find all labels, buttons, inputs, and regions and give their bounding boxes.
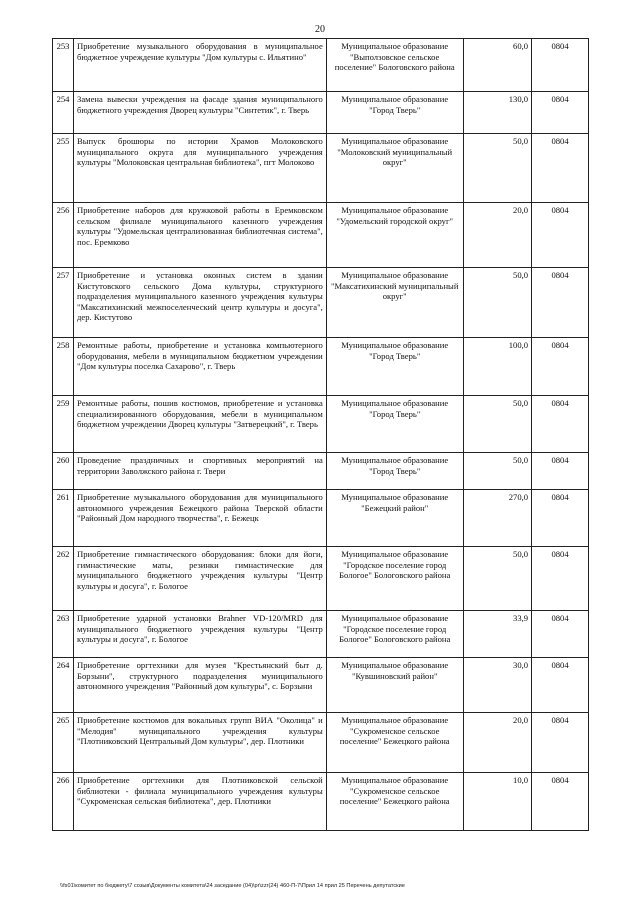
row-description: Приобретение оргтехники для Плотниковской сельской библиотеки - филиала муниципального учреждения культуры "Сукроменская сельская библиотека", дер. Плотники [74, 773, 327, 831]
row-municipality: Муниципальное образование "Удомельский городской округ" [326, 203, 463, 268]
row-amount: 100,0 [463, 338, 531, 396]
table-row [53, 547, 589, 611]
page-number: 20 [315, 24, 325, 35]
row-amount: 50,0 [463, 396, 531, 453]
table-row [53, 338, 589, 396]
row-description: Приобретение ударной установки Brahner VD-120/MRD для муниципального бюджетного учреждения культуры "Центр культуры и досуга", г. Бологое [74, 611, 327, 658]
row-municipality: Муниципальное образование "Город Тверь" [326, 453, 463, 490]
table-row [53, 134, 589, 203]
row-number: 262 [53, 547, 74, 611]
row-code: 0804 [532, 338, 589, 396]
row-code: 0804 [532, 134, 589, 203]
row-municipality: Муниципальное образование "Выползовское сельское поселение" Бологовского района [326, 39, 463, 92]
row-code: 0804 [532, 396, 589, 453]
row-amount: 270,0 [463, 490, 531, 547]
row-amount: 20,0 [463, 713, 531, 773]
table-row [53, 92, 589, 134]
table-row [53, 611, 589, 658]
file-path-footer: \\fs01\комитет по бюджету\7 созыв\Документы комитета\24 заседание (04)\pr\zzr(24) 460-П-7\Прил 14 прил 25 Перечень депутатские [60, 883, 405, 889]
row-municipality: Муниципальное образование "Молоковский муниципальный округ" [326, 134, 463, 203]
table-row [53, 773, 589, 831]
row-municipality: Муниципальное образование "Кувшиновский район" [326, 658, 463, 713]
row-number: 264 [53, 658, 74, 713]
table-row [53, 268, 589, 338]
row-amount: 33,9 [463, 611, 531, 658]
table-row [53, 490, 589, 547]
table-row [53, 713, 589, 773]
row-amount: 50,0 [463, 134, 531, 203]
row-code: 0804 [532, 203, 589, 268]
row-number: 265 [53, 713, 74, 773]
row-code: 0804 [532, 713, 589, 773]
row-number: 258 [53, 338, 74, 396]
row-municipality: Муниципальное образование "Город Тверь" [326, 338, 463, 396]
row-municipality: Муниципальное образование "Сукроменское сельское поселение" Бежецкого района [326, 713, 463, 773]
row-municipality: Муниципальное образование "Город Тверь" [326, 396, 463, 453]
row-number: 255 [53, 134, 74, 203]
row-number: 253 [53, 39, 74, 92]
row-description: Ремонтные работы, пошив костюмов, приобретение и установка специализированного оборудования, мебели в муниципальном бюджетном учреждении Дворец культуры "Затверецкий", г. Тверь [74, 396, 327, 453]
row-amount: 30,0 [463, 658, 531, 713]
row-code: 0804 [532, 92, 589, 134]
row-municipality: Муниципальное образование "Городское поселение город Бологое" Бологовского района [326, 547, 463, 611]
row-code: 0804 [532, 39, 589, 92]
row-description: Приобретение костюмов для вокальных групп ВИА "Околица" и "Мелодия" муниципального учреждения культуры "Плотниковский Центральный Дом культуры", дер. Плотники [74, 713, 327, 773]
row-description: Приобретение гимнастического оборудования: блоки для йоги, гимнастические маты, резинки гимнастические для муниципального бюджетного учреждения культуры "Центр культуры и досуга", г. Бологое [74, 547, 327, 611]
row-amount: 10,0 [463, 773, 531, 831]
row-description: Приобретение оргтехники для музея "Крестьянский быт д. Борзыни", структурного подразделения муниципального автономного учреждения "Районный дом культуры", с. Борзыни [74, 658, 327, 713]
table-row [53, 658, 589, 713]
row-amount: 50,0 [463, 453, 531, 490]
row-municipality: Муниципальное образование "Город Тверь" [326, 92, 463, 134]
row-amount: 50,0 [463, 547, 531, 611]
row-description: Приобретение музыкального оборудования для муниципального автономного учреждения Бежецкого района Тверской области "Районный Дом народного творчества", г. Бежецк [74, 490, 327, 547]
allocation-table [52, 38, 589, 831]
row-description: Приобретение музыкального оборудования в муниципальное бюджетное учреждение культуры "Дом культуры с. Ильятино" [74, 39, 327, 92]
row-municipality: Муниципальное образование "Бежецкий район" [326, 490, 463, 547]
row-number: 263 [53, 611, 74, 658]
row-amount: 60,0 [463, 39, 531, 92]
row-description: Ремонтные работы, приобретение и установка компьютерного оборудования, мебели в муниципальном бюджетном учреждении "Дом культуры поселка Сахарово", г. Тверь [74, 338, 327, 396]
row-number: 257 [53, 268, 74, 338]
row-description: Приобретение наборов для кружковой работы в Еремковском сельском филиале муниципального казенного учреждения культуры "Удомельская централизованная библиотечная система", пос. Еремково [74, 203, 327, 268]
row-municipality: Муниципальное образование "Городское поселение город Бологое" Бологовского района [326, 611, 463, 658]
row-code: 0804 [532, 658, 589, 713]
row-number: 266 [53, 773, 74, 831]
row-amount: 130,0 [463, 92, 531, 134]
row-number: 254 [53, 92, 74, 134]
row-amount: 50,0 [463, 268, 531, 338]
table-row [53, 453, 589, 490]
row-description: Приобретение и установка оконных систем в здании Кистутовского сельского Дома культуры, структурного подразделения муниципального казенного учреждения культуры "Максатихинский межпоселенческий центр культуры и досуга", дер. Кистутово [74, 268, 327, 338]
row-number: 259 [53, 396, 74, 453]
row-description: Замена вывески учреждения на фасаде здания муниципального бюджетного учреждения Дворец культуры "Синтетик", г. Тверь [74, 92, 327, 134]
row-municipality: Муниципальное образование "Максатихинский муниципальный округ" [326, 268, 463, 338]
row-code: 0804 [532, 547, 589, 611]
table-row [53, 396, 589, 453]
table-row [53, 39, 589, 92]
row-description: Проведение праздничных и спортивных мероприятий на территории Заволжского района г. Твери [74, 453, 327, 490]
row-code: 0804 [532, 611, 589, 658]
table-row [53, 203, 589, 268]
row-description: Выпуск брошюры по истории Храмов Молоковского муниципального округа для муниципального учреждения культуры "Молоковская центральная библиотека", пгт Молоково [74, 134, 327, 203]
row-municipality: Муниципальное образование "Сукроменское сельское поселение" Бежецкого района [326, 773, 463, 831]
row-amount: 20,0 [463, 203, 531, 268]
row-code: 0804 [532, 773, 589, 831]
row-code: 0804 [532, 453, 589, 490]
row-code: 0804 [532, 268, 589, 338]
row-number: 261 [53, 490, 74, 547]
row-code: 0804 [532, 490, 589, 547]
row-number: 260 [53, 453, 74, 490]
row-number: 256 [53, 203, 74, 268]
